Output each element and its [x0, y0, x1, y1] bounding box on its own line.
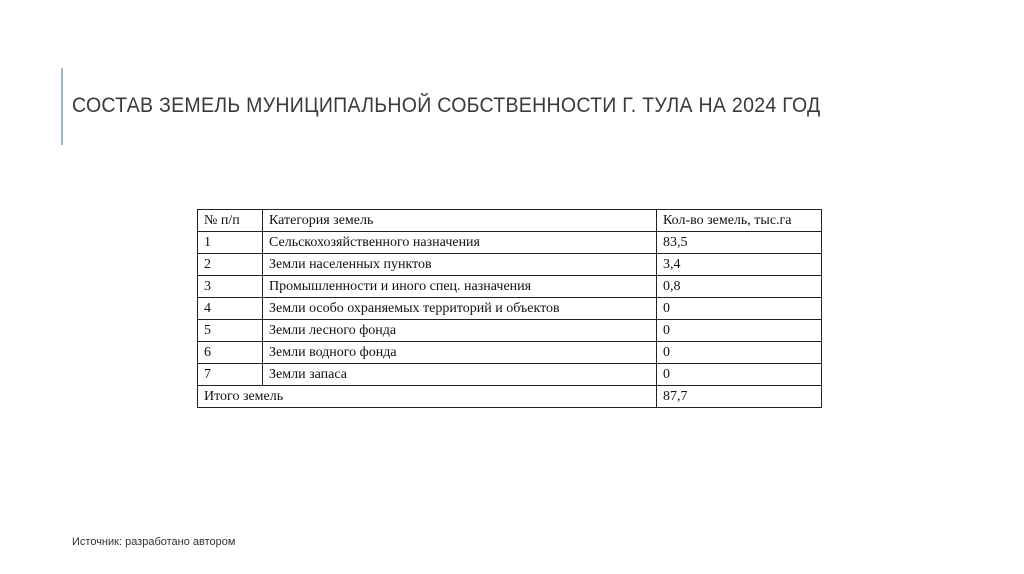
- source-note: Источник: разработано автором: [72, 536, 236, 548]
- row-category: Земли водного фонда: [263, 342, 657, 364]
- row-amount: 3,4: [657, 254, 822, 276]
- row-number: 3: [198, 276, 263, 298]
- header-cell: № п/п: [198, 210, 263, 232]
- row-number: 1: [198, 232, 263, 254]
- total-label: Итого земель: [198, 386, 657, 408]
- total-value: 87,7: [657, 386, 822, 408]
- header-cell: Категория земель: [263, 210, 657, 232]
- row-category: Сельскохозяйственного назначения: [263, 232, 657, 254]
- row-number: 4: [198, 298, 263, 320]
- row-category: Земли запаса: [263, 364, 657, 386]
- row-amount: 0: [657, 298, 822, 320]
- table-header-row: [198, 210, 822, 232]
- table-row: [198, 232, 822, 254]
- row-category: Земли особо охраняемых территорий и объектов: [263, 298, 657, 320]
- row-amount: 0,8: [657, 276, 822, 298]
- row-amount: 0: [657, 320, 822, 342]
- row-number: 2: [198, 254, 263, 276]
- table-row: [198, 298, 822, 320]
- table-row: [198, 276, 822, 298]
- total-row: [198, 386, 822, 408]
- land-table: [197, 209, 822, 408]
- row-category: Промышленности и иного спец. назначения: [263, 276, 657, 298]
- table-row: [198, 254, 822, 276]
- row-amount: 83,5: [657, 232, 822, 254]
- row-amount: 0: [657, 364, 822, 386]
- title-accent-bar: [61, 68, 63, 145]
- row-amount: 0: [657, 342, 822, 364]
- table-row: [198, 364, 822, 386]
- table-row: [198, 320, 822, 342]
- row-category: Земли лесного фонда: [263, 320, 657, 342]
- row-number: 5: [198, 320, 263, 342]
- row-category: Земли населенных пунктов: [263, 254, 657, 276]
- row-number: 7: [198, 364, 263, 386]
- slide-title: СОСТАВ ЗЕМЕЛЬ МУНИЦИПАЛЬНОЙ СОБСТВЕННОСТИ Г. ТУЛА НА 2024 ГОД: [72, 94, 821, 117]
- row-number: 6: [198, 342, 263, 364]
- header-cell: Кол-во земель, тыс.га: [657, 210, 822, 232]
- table-row: [198, 342, 822, 364]
